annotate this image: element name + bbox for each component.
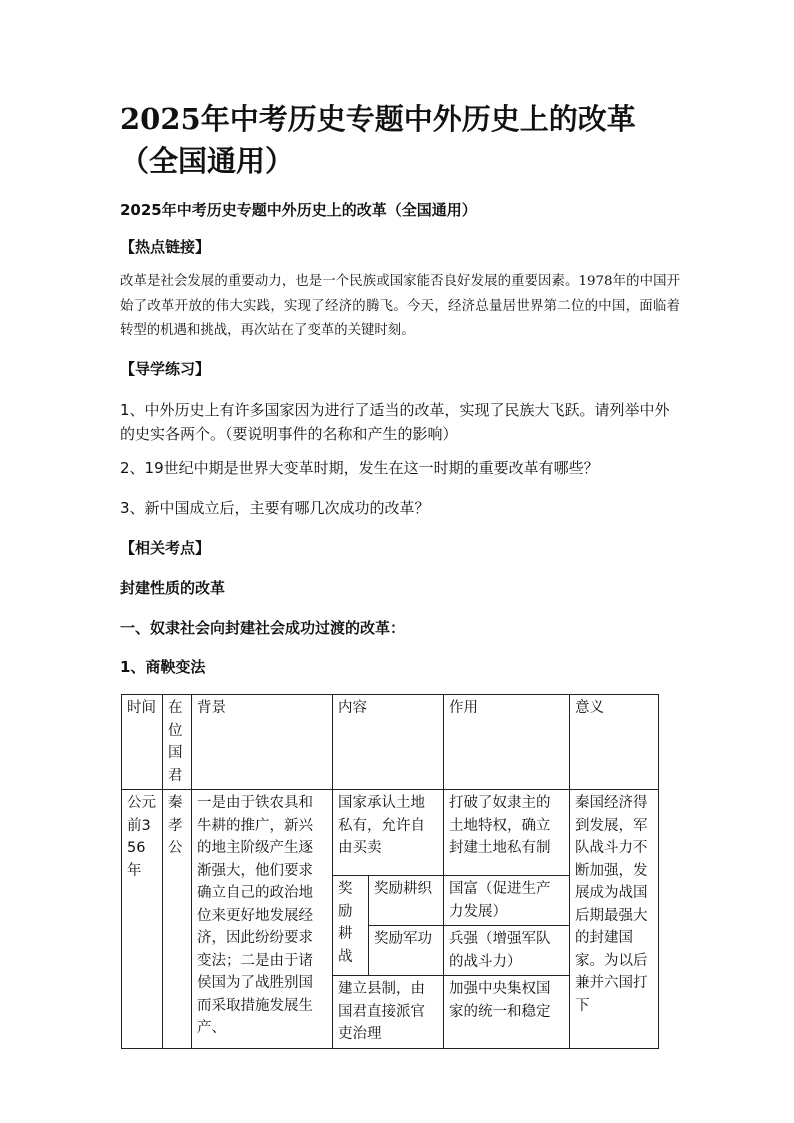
item-1-heading: 1、商鞅变法 — [120, 658, 206, 676]
cell-background: 一是由于铁农具和牛耕的推广，新兴的地主阶级产生逐渐强大，他们要求确立自己的政治地位来更好地发展经济，因此纷纷要求变法；二是由于诸侯国为了战胜别国而采取措施发展生产、 — [192, 790, 333, 1049]
hot-link-paragraph: 改革是社会发展的重要动力，也是一个民族或国家能否良好发展的重要因素。1978年的中国开始了改革开放的伟大实践，实现了经济的腾飞。今天，经济总量居世界第二位的中国，面临着转型的机遇和挑战，再次站在了变革的关键时刻。 — [120, 274, 680, 338]
related-heading: 【相关考点】 — [120, 539, 211, 557]
shang-yang-reform-table — [121, 694, 659, 1049]
cell-effect-war: 兵强（增强军队的战斗力） — [444, 926, 570, 976]
header-effect: 作用 — [444, 695, 570, 790]
table-header-row — [122, 695, 659, 790]
cell-reward-war: 奖励军功 — [369, 926, 444, 976]
question-2: 2、19世纪中期是世界大变革时期，发生在这一时期的重要改革有哪些？ — [120, 459, 599, 477]
practice-heading: 【导学练习】 — [120, 360, 211, 378]
cell-ruler: 秦孝公 — [163, 790, 192, 1049]
cell-effect-land: 打破了奴隶主的土地特权，确立封建土地私有制 — [444, 790, 570, 876]
feudal-reform-heading: 封建性质的改革 — [120, 579, 226, 597]
question-1: 1、中外历史上有许多国家因为进行了适当的改革，实现了民族大飞跃。请列举中外的史实各两个。（要说明事件的名称和产生的影响） — [120, 401, 670, 443]
header-time: 时间 — [122, 695, 163, 790]
cell-content-county: 建立县制，由国君直接派官吏治理 — [333, 976, 444, 1049]
cell-time: 公元前356年 — [122, 790, 163, 1049]
document-title: 2025年中考历史专题中外历史上的改革（全国通用） — [120, 102, 636, 178]
cell-reward-farm: 奖励耕织 — [369, 876, 444, 926]
document-subtitle: 2025年中考历史专题中外历史上的改革（全国通用） — [120, 201, 477, 219]
cell-meaning: 秦国经济得到发展，军队战斗力不断加强，发展成为战国后期最强大的封建国家。为以后兼并六国打下 — [570, 790, 659, 1049]
header-content: 内容 — [333, 695, 444, 790]
cell-effect-farm: 国富（促进生产力发展） — [444, 876, 570, 926]
header-background: 背景 — [192, 695, 333, 790]
cell-reward-label: 奖励耕战 — [333, 876, 369, 976]
hot-link-heading: 【热点链接】 — [120, 238, 211, 256]
header-meaning: 意义 — [570, 695, 659, 790]
question-3: 3、新中国成立后，主要有哪几次成功的改革？ — [120, 499, 430, 517]
cell-effect-county: 加强中央集权国家的统一和稳定 — [444, 976, 570, 1049]
part-1-heading: 一、奴隶社会向封建社会成功过渡的改革： — [120, 619, 406, 637]
header-ruler: 在位国君 — [163, 695, 192, 790]
cell-content-land: 国家承认土地私有，允许自由买卖 — [333, 790, 444, 876]
table-row-land — [122, 790, 659, 876]
